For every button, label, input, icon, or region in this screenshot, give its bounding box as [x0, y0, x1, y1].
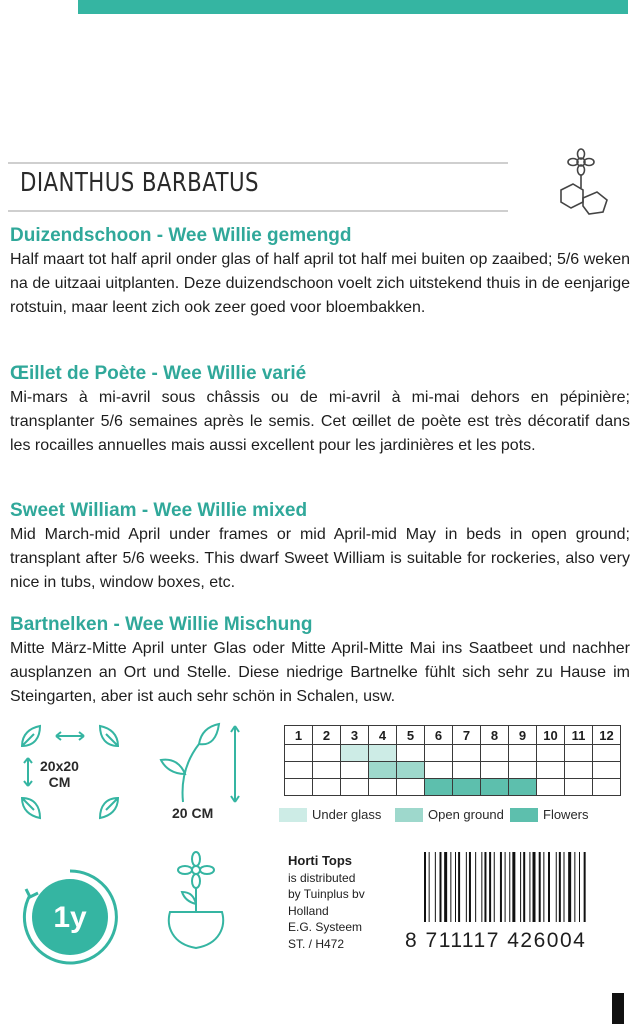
- calendar-cell: [537, 779, 565, 796]
- calendar-row: [285, 762, 621, 779]
- month-cell: 6: [425, 726, 453, 745]
- barcode-bar: [568, 852, 571, 922]
- calendar-cell: [509, 762, 537, 779]
- month-cell: 4: [369, 726, 397, 745]
- lifespan-label: 1y: [53, 901, 87, 934]
- barcode-bar: [435, 852, 436, 922]
- calendar-months: [285, 726, 621, 745]
- barcode-image: [424, 852, 626, 922]
- section-german: [10, 613, 630, 709]
- calendar-cell: [509, 779, 537, 796]
- distributor-line: ST. / H472: [288, 936, 345, 951]
- month-cell: 8: [481, 726, 509, 745]
- calendar-cell: [537, 762, 565, 779]
- section-dutch: [10, 224, 630, 320]
- section-title: Œillet de Poète - Wee Willie varié: [10, 363, 307, 384]
- barcode-bar: [429, 852, 430, 922]
- distributor-info: [288, 853, 365, 952]
- calendar-cell: [537, 745, 565, 762]
- barcode-bar: [505, 852, 506, 922]
- calendar-cell: [481, 779, 509, 796]
- flower-pot-icon: [160, 850, 232, 955]
- distributor-brand: Horti Tops: [288, 853, 353, 868]
- month-cell: 11: [565, 726, 593, 745]
- barcode-bar: [458, 852, 460, 922]
- calendar-cell: [425, 762, 453, 779]
- distributor-line: is distributed: [288, 870, 356, 885]
- barcode-bar: [579, 852, 580, 922]
- distributor-line: by Tuinplus bv: [288, 887, 365, 901]
- month-cell: 10: [537, 726, 565, 745]
- legend-under-glass: Under glass: [279, 807, 381, 822]
- calendar-cell: [593, 745, 621, 762]
- barcode-bar: [564, 852, 565, 922]
- legend-flowers: Flowers: [510, 807, 589, 822]
- barcode-bar: [440, 852, 442, 922]
- barcode-bar: [444, 852, 447, 922]
- barcode-bar: [529, 852, 530, 922]
- calendar-cell: [425, 779, 453, 796]
- section-title: Duizendschoon - Wee Willie gemengd: [10, 225, 352, 246]
- calendar-cell: [397, 762, 425, 779]
- spacing-label: 20x20 CM: [40, 758, 79, 790]
- height-label: 20 CM: [172, 805, 214, 821]
- calendar-cell: [397, 745, 425, 762]
- barcode-bar: [455, 852, 456, 922]
- legend-swatch: [279, 808, 307, 822]
- legend-open-ground: Open ground: [395, 807, 504, 822]
- section-text: Mid March-mid April under frames or mid April-mid May in beds in open ground; transplant after 5/6 weeks. This dwarf Sweet William is suitable for rockeries, also very nice in tubs, window boxes, etc.: [10, 526, 630, 591]
- barcode-bar: [556, 852, 557, 922]
- section-text: Mitte März-Mitte April unter Glas oder Mitte April-Mitte Mai ins Saatbeet und nachher ausplanzen an Ort und Stelle. Diese niedrige Bartnelke fühlt sich sehr zu Hause im Steingarten, aber ist auch sehr schön in Schalen, usw.: [10, 640, 630, 705]
- calendar-cell: [369, 745, 397, 762]
- barcode-bar: [481, 852, 482, 922]
- corner-mark: [612, 993, 624, 1024]
- section-title: Sweet William - Wee Willie mixed: [10, 500, 308, 521]
- calendar-cell: [341, 745, 369, 762]
- calendar-cell: [481, 745, 509, 762]
- month-cell: 2: [313, 726, 341, 745]
- section-text: Mi-mars à mi-avril sous châssis ou de mi-avril à mi-mai dehors en pépinière; transplanter 5/6 semaines après le semis. Cet œillet de poète est très décoratif dans les rocailles annuelles mais aussi excellent pour les jardinières et les pots.: [10, 389, 630, 454]
- calendar-cell: [285, 745, 313, 762]
- barcode-bar: [533, 852, 536, 922]
- barcode-bar: [523, 852, 525, 922]
- section-english: [10, 499, 630, 595]
- species-name: DIANTHUS BARBATUS: [20, 168, 259, 198]
- legend-swatch: [395, 808, 423, 822]
- month-cell: 12: [593, 726, 621, 745]
- calendar-cell: [313, 762, 341, 779]
- calendar-cell: [565, 779, 593, 796]
- calendar-cell: [453, 762, 481, 779]
- legend-swatch: [510, 808, 538, 822]
- annual-cycle-icon: [18, 865, 123, 970]
- sowing-calendar: [284, 725, 621, 796]
- barcode-bar: [559, 852, 561, 922]
- calendar-cell: [397, 779, 425, 796]
- month-cell: 5: [397, 726, 425, 745]
- barcode-bar: [520, 852, 521, 922]
- calendar-cell: [285, 779, 313, 796]
- section-text: Half maart tot half april onder glas of half april tot half mei buiten op zaaibed; 5/6 weken na de uitzaai uitplanten. Deze duizendschoon voelt zich uitstekend thuis in de eenjarige rotstuin, maar leent zich ook zeer goed voor bloembakken.: [10, 251, 630, 316]
- barcode-bar: [512, 852, 515, 922]
- barcode-bar: [494, 852, 495, 922]
- plant-height-icon: [155, 722, 245, 807]
- calendar-cell: [341, 762, 369, 779]
- month-cell: 3: [341, 726, 369, 745]
- barcode-bar: [469, 852, 471, 922]
- month-cell: 9: [509, 726, 537, 745]
- calendar-cell: [593, 762, 621, 779]
- barcode-bar: [509, 852, 510, 922]
- section-title: Bartnelken - Wee Willie Mischung: [10, 614, 313, 635]
- calendar-cell: [453, 779, 481, 796]
- distributor-line: E.G. Systeem: [288, 920, 363, 934]
- calendar-cell: [285, 762, 313, 779]
- top-accent-bar: [78, 0, 628, 14]
- calendar-cell: [369, 762, 397, 779]
- barcode-number: 8 711117 426004: [405, 929, 587, 952]
- month-cell: 1: [285, 726, 313, 745]
- barcode-bar: [500, 852, 502, 922]
- barcode-bar: [574, 852, 575, 922]
- barcode-bar: [584, 852, 586, 922]
- barcode-bar: [450, 852, 451, 922]
- barcode-bar: [466, 852, 467, 922]
- barcode-bar: [475, 852, 476, 922]
- calendar-cell: [313, 779, 341, 796]
- calendar-row: [285, 779, 621, 796]
- calendar-cell: [341, 779, 369, 796]
- barcode-bar: [489, 852, 491, 922]
- barcode-bar: [484, 852, 486, 922]
- seed-logo-icon: [547, 148, 617, 218]
- calendar-row: [285, 745, 621, 762]
- calendar-cell: [453, 745, 481, 762]
- section-french: [10, 362, 630, 458]
- calendar-cell: [565, 762, 593, 779]
- calendar-cell: [425, 745, 453, 762]
- barcode-bar: [543, 852, 544, 922]
- calendar-cell: [313, 745, 341, 762]
- distributor-line: Holland: [288, 903, 329, 918]
- calendar-cell: [593, 779, 621, 796]
- calendar-cell: [481, 762, 509, 779]
- calendar-cell: [369, 779, 397, 796]
- barcode-bar: [539, 852, 541, 922]
- calendar-cell: [509, 745, 537, 762]
- month-cell: 7: [453, 726, 481, 745]
- barcode-bar: [424, 852, 426, 922]
- calendar-cell: [565, 745, 593, 762]
- barcode-bar: [548, 852, 550, 922]
